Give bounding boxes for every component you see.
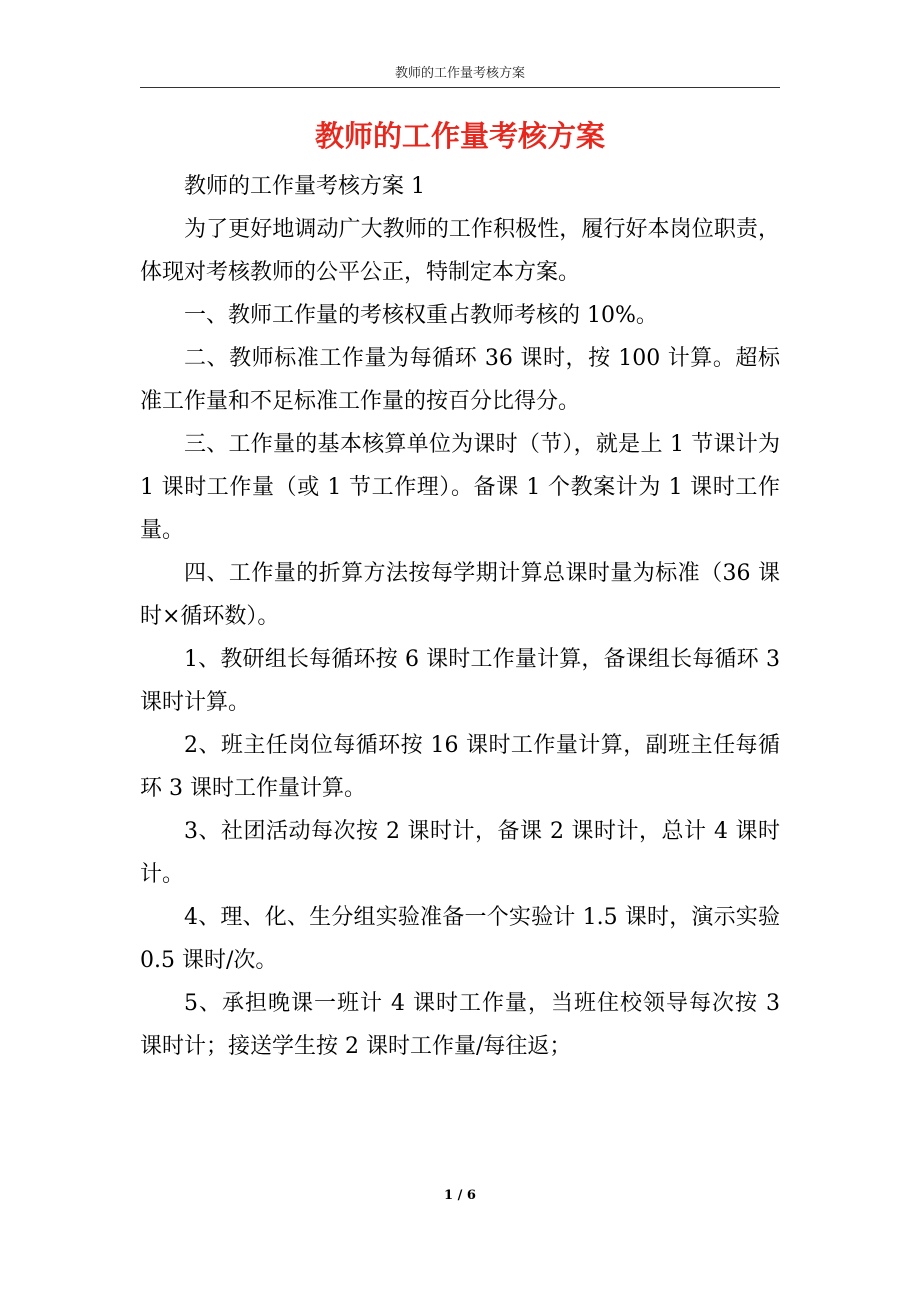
paragraph: 二、教师标准工作量为每循环 36 课时，按 100 计算。超标准工作量和不足标准工作量的按百分比得分。 [140,346,780,414]
paragraph: 四、工作量的折算方法按每学期计算总课时量为标准（36 课时×循环数）。 [140,561,780,629]
paragraph: 1、教研组长每循环按 6 课时工作量计算，备课组长每循环 3 课时计算。 [140,647,780,715]
document-title: 教师的工作量考核方案 [314,119,605,153]
paragraph: 一、教师工作量的考核权重占教师考核的 10%。 [184,303,658,328]
page-number: 1 / 6 [444,1188,476,1203]
header-divider [140,87,780,88]
document-body [140,165,780,1068]
paragraph: 5、承担晚课一班计 4 课时工作量，当班住校领导每次按 3 课时计；接送学生按 2 课时工作量/每往返； [140,991,780,1059]
section-heading: 教师的工作量考核方案 1 [184,174,425,199]
paragraph: 三、工作量的基本核算单位为课时（节），就是上 1 节课计为 1 课时工作量（或 1 节工作理）。备课 1 个教案计为 1 课时工作量。 [140,432,780,543]
paragraph: 3、社团活动每次按 2 课时计，备课 2 课时计，总计 4 课时计。 [140,819,780,887]
paragraph: 为了更好地调动广大教师的工作积极性，履行好本岗位职责，体现对考核教师的公平公正，特制定本方案。 [140,217,780,285]
running-header: 教师的工作量考核方案 [394,66,525,81]
paragraph: 2、班主任岗位每循环按 16 课时工作量计算，副班主任每循环 3 课时工作量计算。 [140,733,780,801]
paragraph: 4、理、化、生分组实验准备一个实验计 1.5 课时，演示实验 0.5 课时/次。 [140,905,780,973]
